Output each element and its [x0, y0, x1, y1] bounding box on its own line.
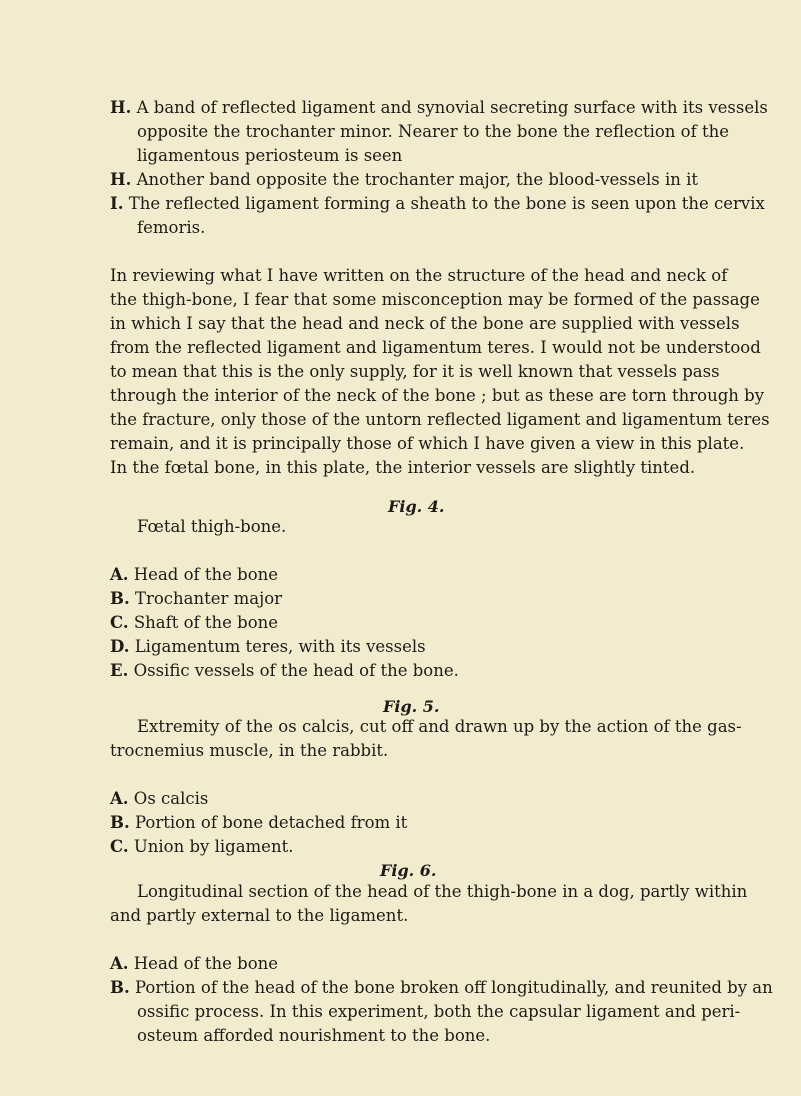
item-text: Head of the bone [133, 954, 279, 973]
fig4-item-b [110, 587, 282, 611]
entry-text: Another band opposite the trochanter major, the blood-vessels in it [136, 170, 699, 189]
item-text: Ligamentum teres, with its vessels [134, 637, 426, 656]
fig5-caption-line: trocnemius muscle, in the rabbit. [110, 741, 389, 760]
entry-h-2 [110, 168, 698, 192]
paragraph-line: to mean that this is the only supply, for it is well known that vessels pass [110, 362, 720, 381]
fig5-item-c [110, 835, 293, 859]
fig6-heading: Fig. 6. [380, 861, 437, 880]
entry-text: opposite the trochanter minor. Nearer to the bone the reflection of the [137, 122, 729, 141]
item-letter: C. [110, 613, 129, 632]
item-letter: E. [110, 661, 129, 680]
fig4-item-e [110, 659, 459, 683]
fig5-item-a [110, 787, 208, 811]
paragraph-line: remain, and it is principally those of which I have given a view in this plate. [110, 434, 745, 453]
fig5-heading: Fig. 5. [383, 697, 440, 716]
fig4-item-a [110, 563, 278, 587]
fig5-item-b [110, 811, 407, 835]
item-text: osteum afforded nourishment to the bone. [137, 1026, 491, 1045]
fig6-caption-line: and partly external to the ligament. [110, 906, 409, 925]
item-text: Portion of the head of the bone broken off longitudinally, and reunited by an [134, 978, 773, 997]
paragraph-line: in which I say that the head and neck of the bone are supplied with vessels [110, 314, 740, 333]
entry-text: femoris. [137, 218, 206, 237]
entry-text: The reflected ligament forming a sheath to the bone is seen upon the cervix [128, 194, 765, 213]
item-letter: B. [110, 813, 130, 832]
item-letter: B. [110, 589, 130, 608]
item-text: Union by ligament. [133, 837, 294, 856]
paragraph-line: from the reflected ligament and ligamentum teres. I would not be understood [110, 338, 761, 357]
paragraph-line: In the fœtal bone, in this plate, the interior vessels are slightly tinted. [110, 458, 696, 477]
fig6-caption-line: Longitudinal section of the head of the thigh-bone in a dog, partly within [137, 882, 748, 901]
item-letter: D. [110, 637, 130, 656]
fig4-item-c [110, 611, 278, 635]
entry-text: ligamentous periosteum is seen [137, 146, 403, 165]
item-letter: A. [110, 954, 129, 973]
fig4-caption: Fœtal thigh-bone. [137, 517, 287, 536]
item-letter: C. [110, 837, 129, 856]
fig5-caption-line: Extremity of the os calcis, cut off and drawn up by the action of the gas- [137, 717, 742, 736]
fig6-item-b [110, 976, 773, 1000]
item-text: Ossific vessels of the head of the bone. [133, 661, 459, 680]
item-text: Shaft of the bone [133, 613, 279, 632]
entry-letter: H. [110, 170, 132, 189]
item-text: Head of the bone [133, 565, 279, 584]
paragraph-line: In reviewing what I have written on the structure of the head and neck of [110, 266, 728, 285]
item-letter: A. [110, 789, 129, 808]
paragraph-line: the fracture, only those of the untorn reflected ligament and ligamentum teres [110, 410, 770, 429]
entry-h-1 [110, 96, 768, 120]
entry-i [110, 192, 765, 216]
item-text: Trochanter major [134, 589, 283, 608]
entry-letter: I. [110, 194, 124, 213]
item-text: Portion of bone detached from it [134, 813, 408, 832]
fig4-heading: Fig. 4. [388, 497, 445, 516]
fig4-item-d [110, 635, 426, 659]
paragraph-line: the thigh-bone, I fear that some misconception may be formed of the passage [110, 290, 760, 309]
paragraph-line: through the interior of the neck of the bone ; but as these are torn through by [110, 386, 765, 405]
item-letter: A. [110, 565, 129, 584]
fig6-item-a [110, 952, 278, 976]
item-letter: B. [110, 978, 130, 997]
entry-letter: H. [110, 98, 132, 117]
item-text: Os calcis [133, 789, 209, 808]
entry-text: A band of reflected ligament and synovial secreting surface with its vessels [136, 98, 768, 117]
item-text: ossific process. In this experiment, both the capsular ligament and peri- [137, 1002, 741, 1021]
